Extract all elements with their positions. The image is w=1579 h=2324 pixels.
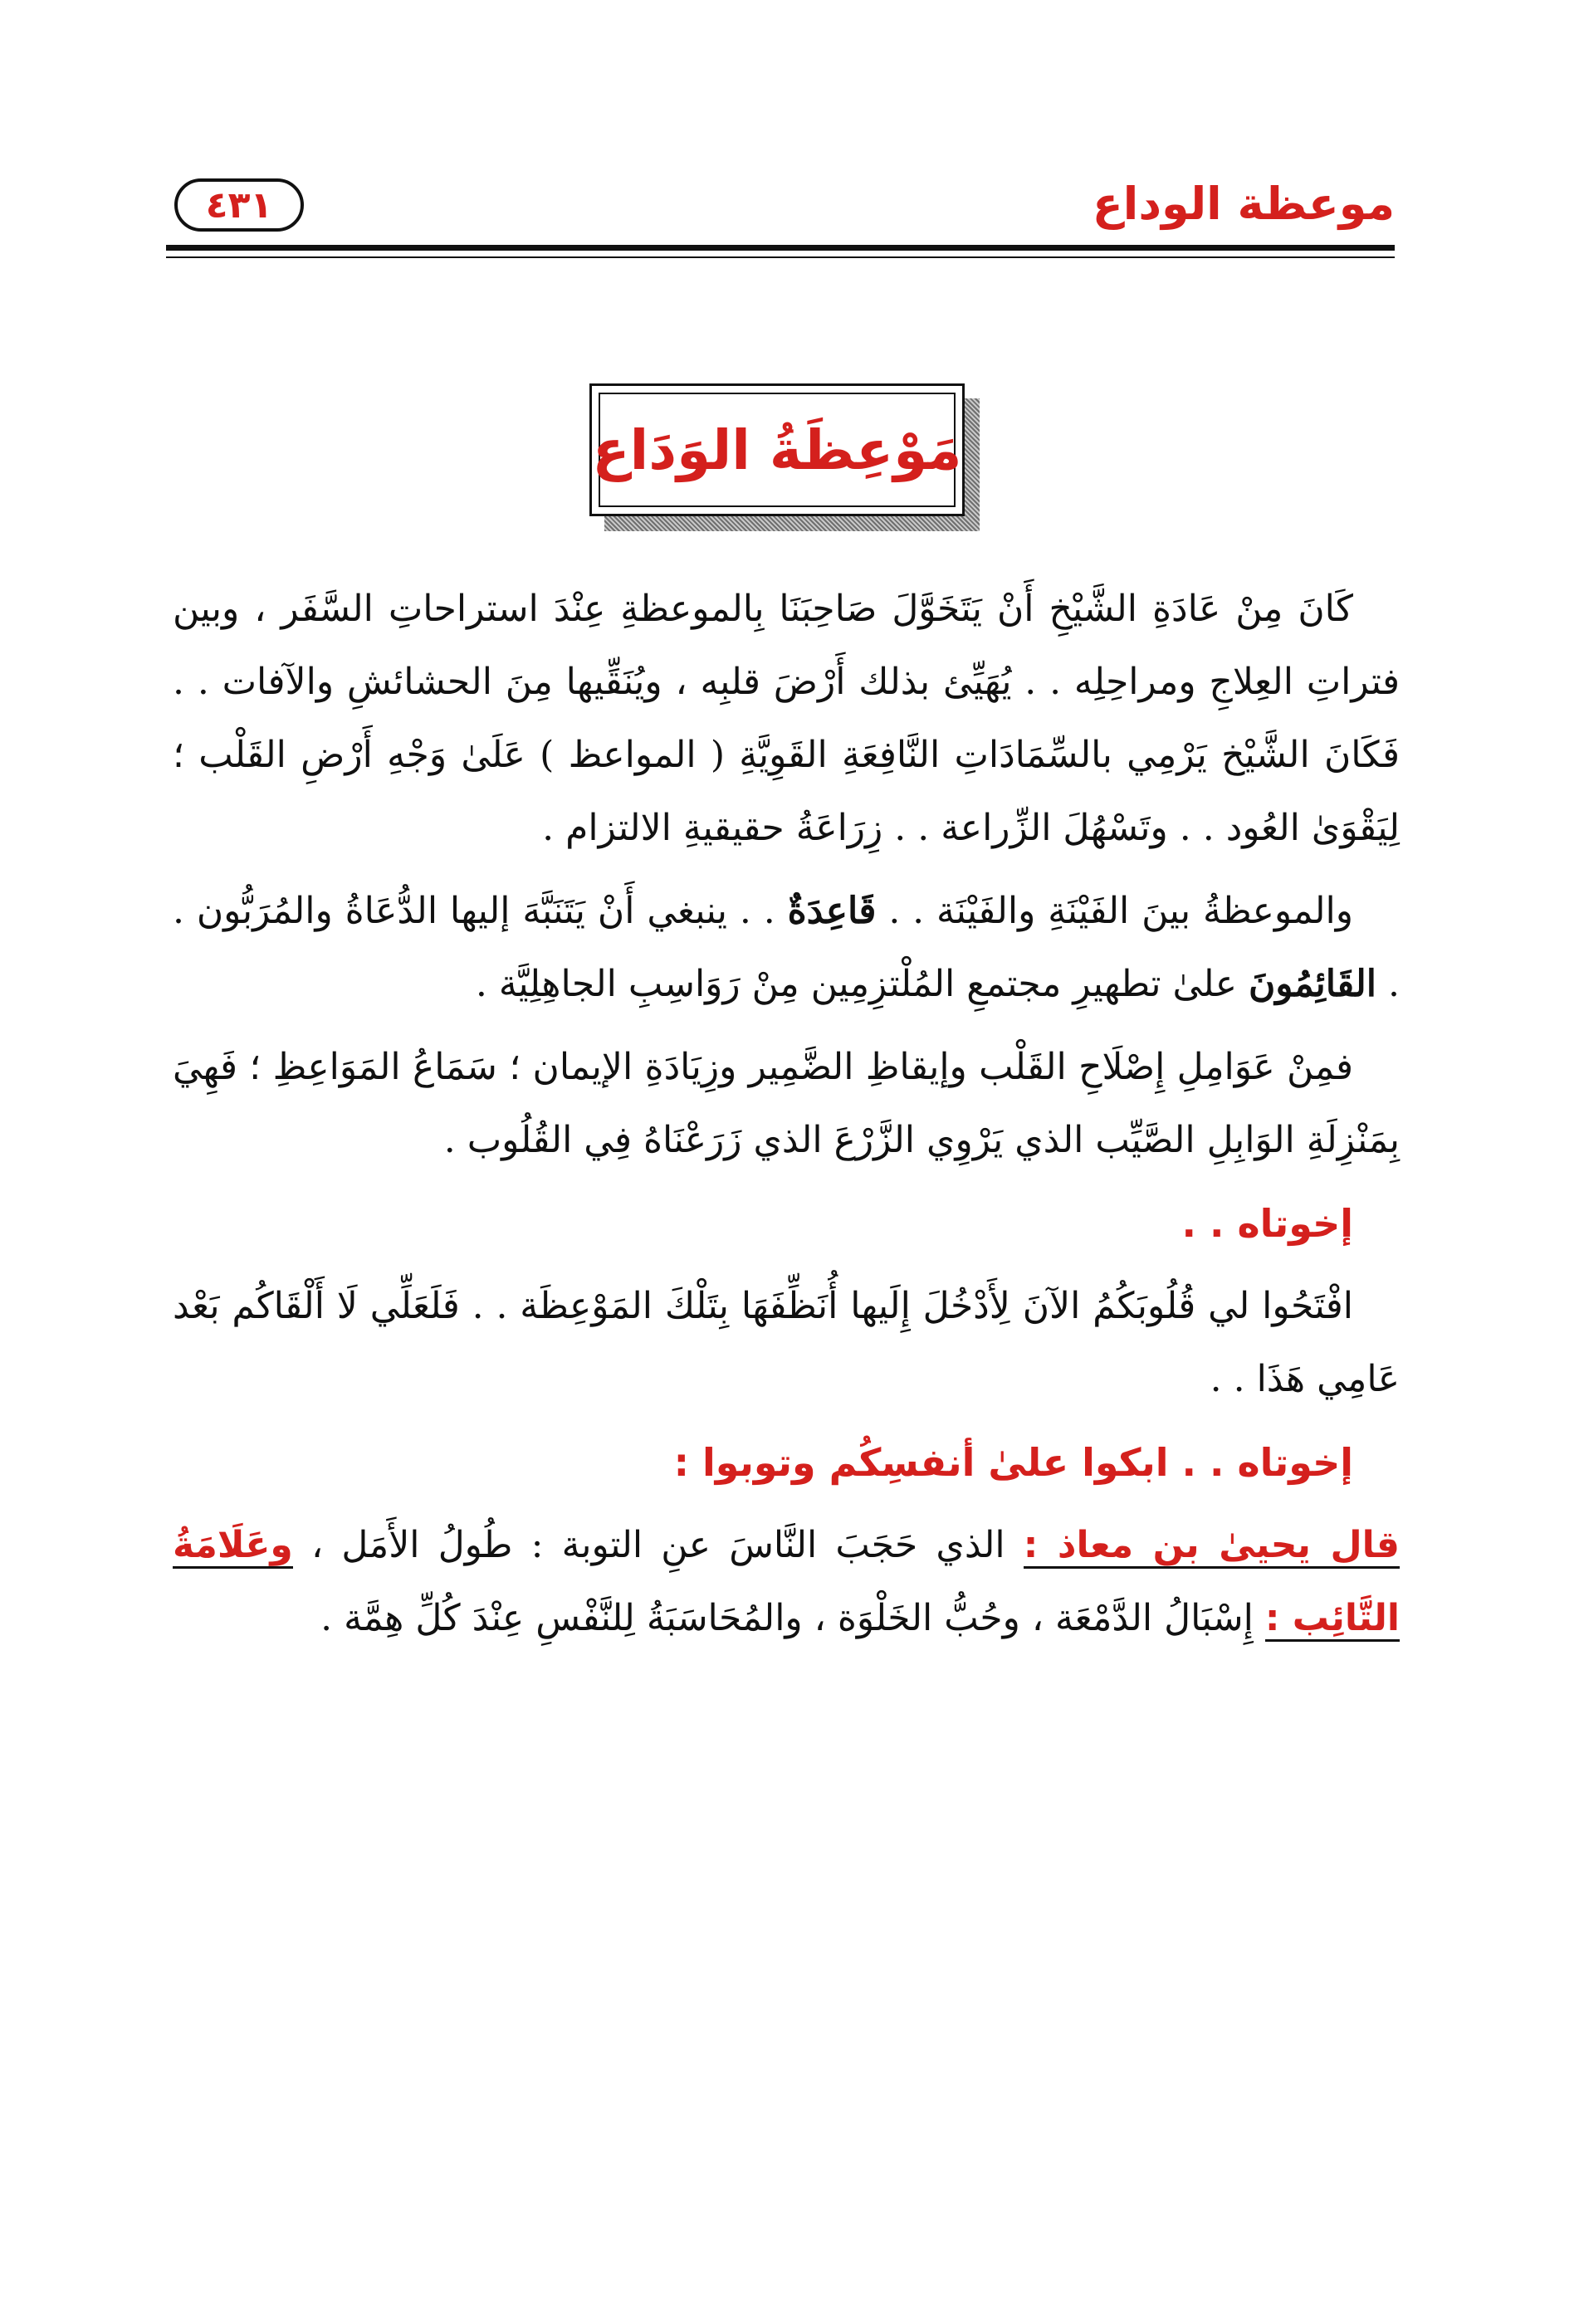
paragraph-1: كَانَ مِنْ عَادَةِ الشَّيْخِ أَنْ يَتَخَوَّلَ صَاحِبَنَا بِالموعظةِ عِنْدَ استراحاتِ السَّفَر ، وبين فتراتِ العِلاجِ ومراحِلِه . . يُهَيِّئ بذلك أَرْضَ قلبِه ، ويُنَقِّيها مِنَ الحشائشِ والآفات . . فَكَانَ الشَّيْخ يَرْمِي بالسِّمَادَاتِ النَّافِعَةِ القَوِيَّةِ ( المواعظ ) عَلَىٰ وَجْهِ أَرْضِ القَلْب ؛ لِيَقْوَىٰ العُود . . وتَسْهُلَ الزِّراعة . . زِرَاعَةُ حقيقيةِ الالتزام .	[173, 588, 1400, 849]
paragraph-2-bold-2: القَائِمُونَ	[1248, 963, 1376, 1005]
quote-text-2: إِسْبَالُ الدَّمْعَة ، وحُبُّ الخَلْوَة ، والمُحَاسَبَةُ لِلنَّفْسِ عِنْدَ كُلِّ هِمَّة .	[320, 1597, 1254, 1639]
chapter-title: مَوْعِظَةُ الوَدَاع	[592, 417, 962, 482]
paragraph-2-part-b: . . ينبغي أَنْ يَتَنَبَّهَ إليها الدُّعَاةُ والمُرَبُّون . .	[173, 890, 1400, 1005]
header-rule-thick	[166, 245, 1395, 251]
heading-brothers: إخوتاه . .	[1181, 1201, 1353, 1246]
quote-speaker: قال يحيىٰ بن معاذ :	[1024, 1524, 1400, 1569]
page-number: ٤٣١	[174, 178, 304, 232]
body-text	[173, 573, 1400, 1665]
quote-text-1: الذي حَجَبَ النَّاسَ عنِ التوبة : طُولُ الأَمَل ،	[310, 1524, 1005, 1566]
paragraph-4: افْتَحُوا لي قُلُوبَكُمُ الآنَ لِأَدْخُلَ إِلَيها أُنَظِّفَهَا بِتَلْكَ المَوْعِظَة . . فَلَعَلِّي لَا أَلْقَاكُم بَعْد عَامِي هَذَا . .	[173, 1285, 1400, 1400]
header-rule-thin	[166, 256, 1395, 258]
repentant-sign-label: وعَلَامَةُ التَّائِب :	[173, 1524, 1400, 1642]
paragraph-3: فمِنْ عَوَامِلِ إِصْلَاحِ القَلْب وإيقاظِ الضَّمِير وزِيَادَةِ الإيمان ؛ سَمَاعُ المَوَاعِظِ ؛ فَهِيَ بِمَنْزِلَةِ الوَابِلِ الصَّيِّب الذي يَرْوِي الزَّرْعَ الذي زَرَعْنَاهُ فِي القُلُوب .	[173, 1046, 1400, 1161]
chapter-title-box	[589, 383, 980, 531]
running-title: موعظة الوداع	[1092, 178, 1395, 230]
paragraph-5	[173, 1509, 1400, 1655]
heading-weep-repent: إخوتاه . . ابكوا علىٰ أنفسِكُم وتوبوا :	[673, 1440, 1353, 1485]
paragraph-2	[173, 875, 1400, 1021]
page-header	[166, 170, 1395, 261]
paragraph-2-part-a: والموعظةُ بينَ الفَيْنَةِ والفَيْنَة . .	[888, 890, 1353, 932]
paragraph-2-part-c: علىٰ تطهيرِ مجتمعِ المُلْتزِمِين مِنْ رَوَاسِبِ الجاهِلِيَّة .	[475, 963, 1237, 1005]
title-frame	[589, 383, 965, 516]
paragraph-2-bold-rule: قَاعِدَةٌ	[787, 890, 877, 932]
